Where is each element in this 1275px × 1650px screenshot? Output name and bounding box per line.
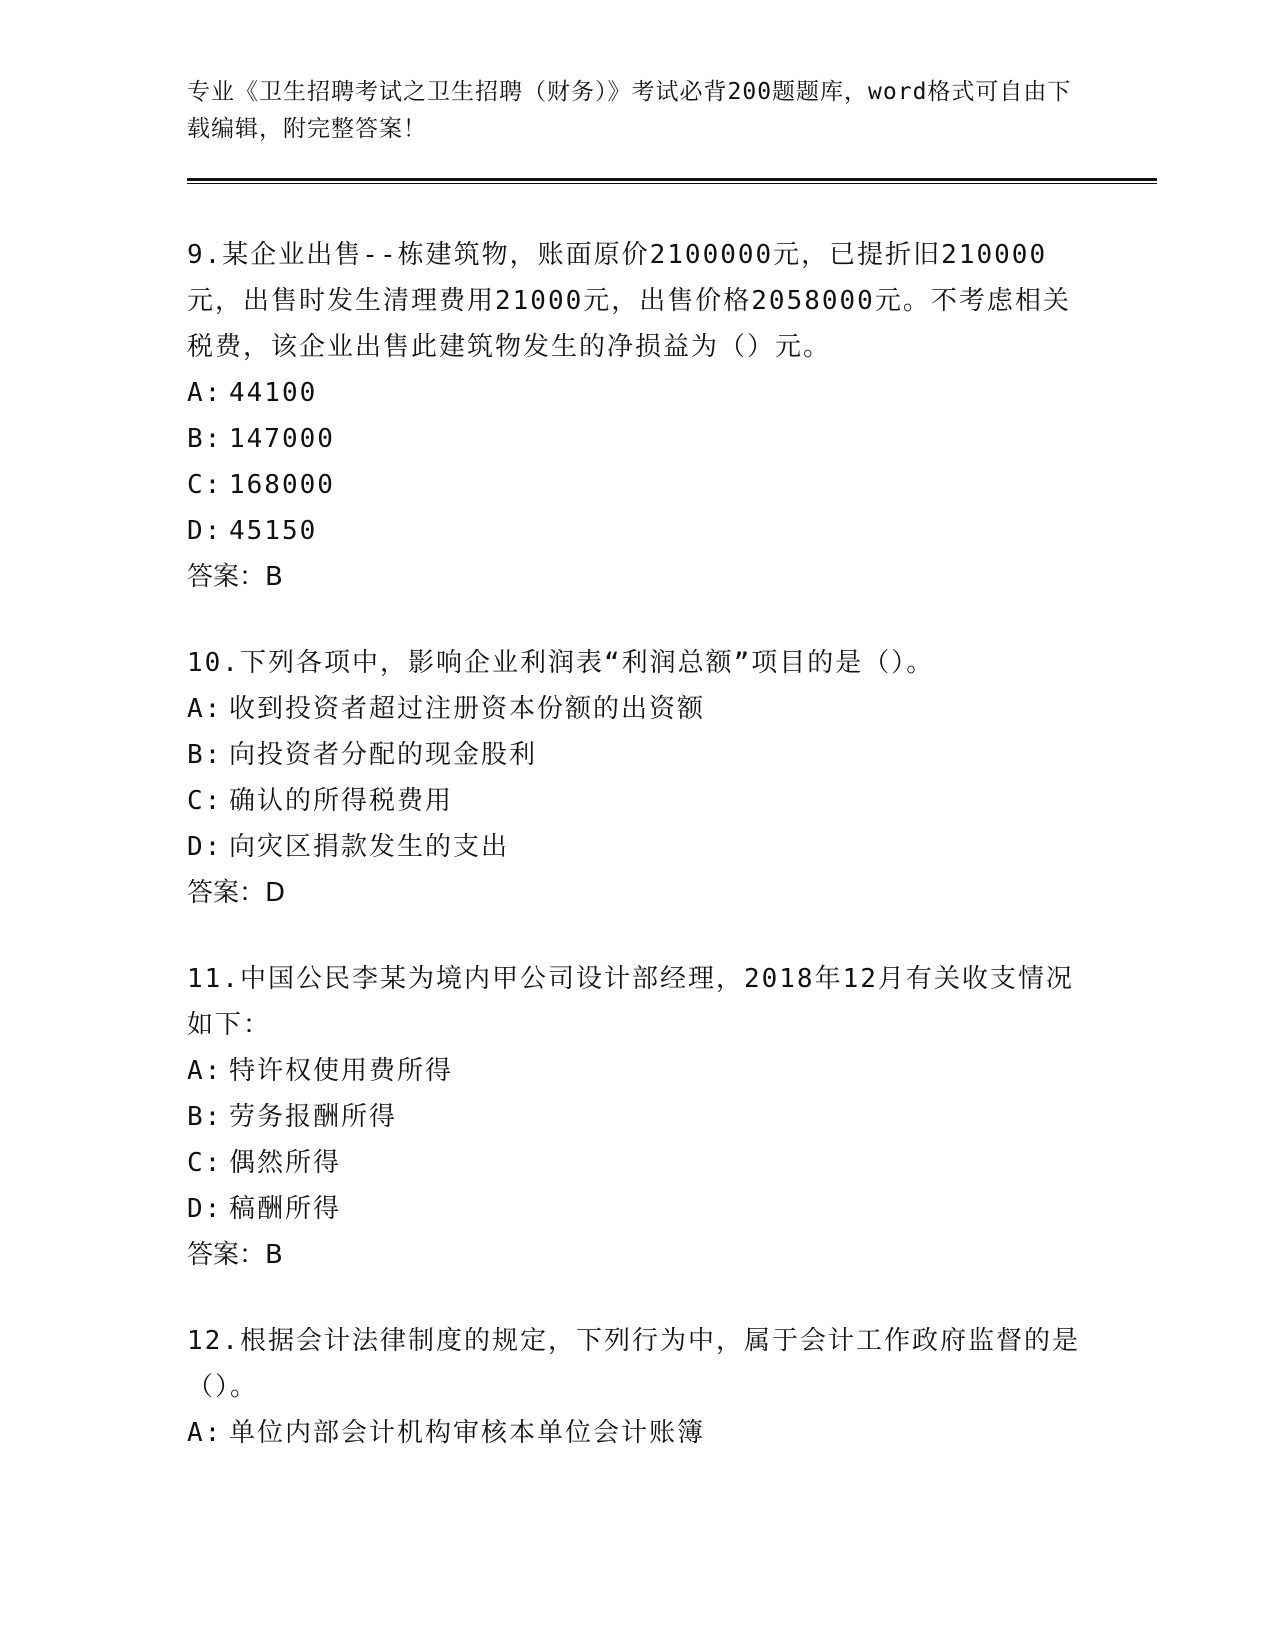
option-a bbox=[187, 370, 1087, 416]
option-letter: A: bbox=[187, 378, 223, 408]
question-stem: 9.某企业出售--栋建筑物，账面原价2100000元，已提折旧210000元，出售时发生清理费用21000元，出售价格2058000元。不考虑相关税费，该企业出售此建筑物发生的净损益为（）元。 bbox=[187, 240, 1071, 362]
option-letter: B: bbox=[187, 424, 223, 454]
option-letter: A: bbox=[187, 1056, 223, 1086]
option-text: 收到投资者超过注册资本份额的出资额 bbox=[229, 694, 706, 724]
option-text: 特许权使用费所得 bbox=[229, 1056, 454, 1086]
option-d bbox=[187, 824, 1087, 870]
option-letter: D: bbox=[187, 516, 223, 546]
option-letter: B: bbox=[187, 740, 223, 770]
header-divider-thick bbox=[187, 178, 1157, 181]
question-stem: 11.中国公民李某为境内甲公司设计部经理，2018年12月有关收支情况如下： bbox=[187, 964, 1074, 1040]
option-text: 45150 bbox=[229, 516, 318, 546]
question-11 bbox=[187, 956, 1087, 1278]
question-12 bbox=[187, 1318, 1087, 1456]
option-letter: C: bbox=[187, 1148, 223, 1178]
option-text: 单位内部会计机构审核本单位会计账簿 bbox=[229, 1418, 706, 1448]
option-letter: C: bbox=[187, 786, 223, 816]
question-9 bbox=[187, 232, 1087, 600]
option-letter: D: bbox=[187, 1194, 223, 1224]
option-text: 偶然所得 bbox=[229, 1148, 342, 1178]
header-divider-thin bbox=[187, 183, 1157, 184]
option-text: 168000 bbox=[229, 470, 335, 500]
option-a bbox=[187, 1048, 1087, 1094]
header-intro-text: 专业《卫生招聘考试之卫生招聘（财务）》考试必背200题题库，word格式可自由下载编辑，附完整答案！ bbox=[187, 79, 1072, 142]
option-b bbox=[187, 1094, 1087, 1140]
option-text: 44100 bbox=[229, 378, 318, 408]
option-text: 向灾区捐款发生的支出 bbox=[229, 832, 510, 862]
answer-line: 答案：B bbox=[187, 1240, 283, 1270]
option-text: 确认的所得税费用 bbox=[229, 786, 454, 816]
question-stem: 12.根据会计法律制度的规定，下列行为中，属于会计工作政府监督的是（）。 bbox=[187, 1326, 1080, 1402]
option-c bbox=[187, 1140, 1087, 1186]
option-letter: C: bbox=[187, 470, 223, 500]
document-header bbox=[187, 74, 1077, 148]
option-a bbox=[187, 686, 1087, 732]
answer-line: 答案：D bbox=[187, 878, 286, 908]
option-text: 向投资者分配的现金股利 bbox=[229, 740, 538, 770]
option-d bbox=[187, 1186, 1087, 1232]
option-c bbox=[187, 462, 1087, 508]
answer-line: 答案：B bbox=[187, 562, 283, 592]
question-10 bbox=[187, 640, 1087, 916]
option-text: 劳务报酬所得 bbox=[229, 1102, 398, 1132]
option-d bbox=[187, 508, 1087, 554]
option-a bbox=[187, 1410, 1087, 1456]
option-letter: D: bbox=[187, 832, 223, 862]
option-letter: A: bbox=[187, 1418, 223, 1448]
option-text: 稿酬所得 bbox=[229, 1194, 342, 1224]
option-letter: A: bbox=[187, 694, 223, 724]
option-text: 147000 bbox=[229, 424, 335, 454]
option-c bbox=[187, 778, 1087, 824]
question-stem: 10.下列各项中，影响企业利润表“利润总额”项目的是（）。 bbox=[187, 648, 935, 678]
question-list bbox=[187, 232, 1087, 1496]
option-letter: B: bbox=[187, 1102, 223, 1132]
option-b bbox=[187, 416, 1087, 462]
option-b bbox=[187, 732, 1087, 778]
